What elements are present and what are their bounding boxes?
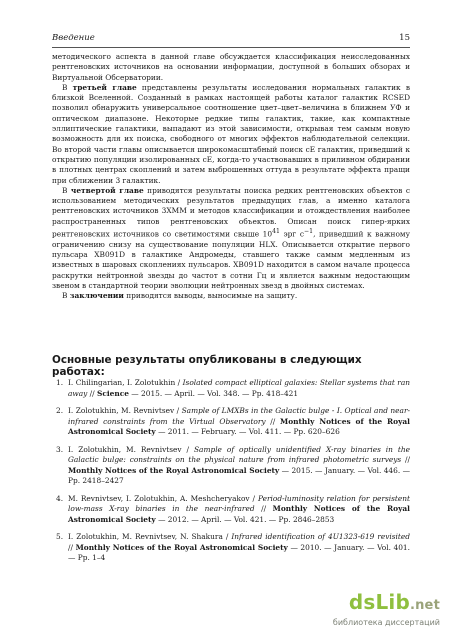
publication-item: 1. I. Chilingarian, I. Zolotukhin / Isolated compact elliptical galaxies: Stellar systems that ran away // Science — 2015. — April. — Vol. 348. — Pp. 418–421 bbox=[56, 378, 410, 398]
paragraph-chapter-3: В третьей главе представлены результаты исследования нормальных галактик в близкой Вселенной. Созданный в рамках настоящей работы каталог галактик RCSED позволил обнаружить универсальное соотношение цвет–цвет–величина в ближнем УФ и оптическом диапазоне. Некоторые редкие типы галактик, такие, как компактные эллиптические галактики, выпадают из этой зависимости, открывая тем самым новую возможность для их поиска, свободного от многих эффектов наблюдательной селекции. Во второй части главы описывается широкомасштабный поиск cE галактик, приведший к открытию популяции изолированных cE, когда-то участвовавших в приливном обдирании в плотных центрах скоплений и затем выброшенных оттуда в результате эффекта пращи при сближении 3 галактик. bbox=[52, 82, 411, 185]
publication-title: Isolated compact elliptical galaxies: Stellar systems that ran away bbox=[68, 378, 410, 398]
publication-journal: Monthly Notices of the Royal Astronomical Society bbox=[68, 416, 410, 436]
dslib-logo: dsLib.net bbox=[348, 590, 440, 614]
publication-title: Sample of LMXBs in the Galactic bulge - I. Optical and near-infrared constraints from the Virtual Observatory bbox=[68, 406, 410, 426]
publication-journal: Monthly Notices of the Royal Astronomical Society bbox=[68, 504, 410, 524]
publication-item: 5. I. Zolotukhin, M. Revnivtsev, N. Shakura / Infrared identification of 4U1323-619 revisited // Monthly Notices of the Royal Astronomical Society — 2010. — January. — Vol. 401. — Pp. 1–4 bbox=[56, 532, 410, 562]
publication-item: 3. I. Zolotukhin, M. Revnivtsev / Sample of optically unidentified X-ray binaries in the Galactic bulge: constraints on the physical nature from infrared photometric surveys // Monthly Notices of the Royal Astronomical Society — 2015. — January. — Vol. 446. — Pp. 2418–2427 bbox=[56, 444, 410, 485]
publication-item: 2. I. Zolotukhin, M. Revnivtsev / Sample of LMXBs in the Galactic bulge - I. Optical and near-infrared constraints from the Virtual Observatory // Monthly Notices of the Royal Astronomical Society — 2011. — February. — Vol. 411. — Pp. 620–626 bbox=[56, 406, 410, 436]
section-title: Введение bbox=[52, 33, 95, 43]
publication-journal: Monthly Notices of the Royal Astronomical Society bbox=[75, 542, 288, 552]
publication-journal: Science bbox=[97, 388, 129, 398]
paragraph-chapter-4: В четвертой главе приводятся результаты поиска редких рентгеновских объектов с использованием методических результатов предыдущих глав, а именно каталога рентгеновских источников 3XMM и методов классификации и отождествления наиболее распространенных типов рентгеновских объектов. Описан поиск гипер-ярких рентгеновских источников со светимостями свыше $10^{41}$ эрг $с^{-1}$, приведший к важному ограничению снизу на существование популяции HLX. Описывается открытие первого пульсара XB091D в галактике Андромеды, ставшего также самым медленным из известных в шаровых скоплениях пульсаров. XB091D находится в самом начале процесса раскрутки нейтронной звезды до частот в сотни Гц и является важным недостающим звеном в стандартной теории эволюции нейтронных звезд в двойных системах. bbox=[52, 185, 411, 290]
paragraph-intro: методического аспекта в данной главе обсуждается классификация неисследованных рентгеновских источников на основании информации, доступной в больших обзорах и Виртуальной Обсерватории. bbox=[52, 52, 410, 82]
publication-item: 4. M. Revnivtsev, I. Zolotukhin, A. Meshcheryakov / Period-luminosity relation for persistent low-mass X-ray binaries in the near-infrared // Monthly Notices of the Royal Astronomical Society — 2012. — April. — Vol. 421. — Pp. 2846–2853 bbox=[56, 493, 411, 524]
chapter-3-label: третьей главе bbox=[72, 82, 137, 92]
body-text bbox=[52, 52, 410, 302]
publication-journal: Monthly Notices of the Royal Astronomical Society bbox=[68, 465, 280, 475]
publication-title: Period-luminosity relation for persistent low-mass X-ray binaries in the near-infrared bbox=[68, 493, 411, 513]
dslib-subtitle: библиотека диссертаций bbox=[332, 618, 440, 627]
publication-list bbox=[52, 378, 410, 571]
publication-title: Sample of optically unidentified X-ray binaries in the Galactic bulge: constraints on the physical nature from infrared photometric surveys bbox=[68, 444, 410, 464]
header-rule bbox=[52, 47, 410, 48]
publication-title: Infrared identification of 4U1323-619 revisited bbox=[231, 532, 410, 541]
dslib-watermark bbox=[330, 592, 440, 627]
publications-heading: Основные результаты опубликованы в следующих работах: bbox=[52, 354, 362, 378]
conclusion-label: заключении bbox=[69, 291, 124, 301]
chapter-4-label: четвертой главе bbox=[70, 185, 144, 195]
page-header bbox=[52, 33, 410, 47]
paragraph-conclusion: В заключении приводятся выводы, выносимые на защиту. bbox=[62, 291, 298, 301]
page-number: 15 bbox=[399, 33, 410, 43]
